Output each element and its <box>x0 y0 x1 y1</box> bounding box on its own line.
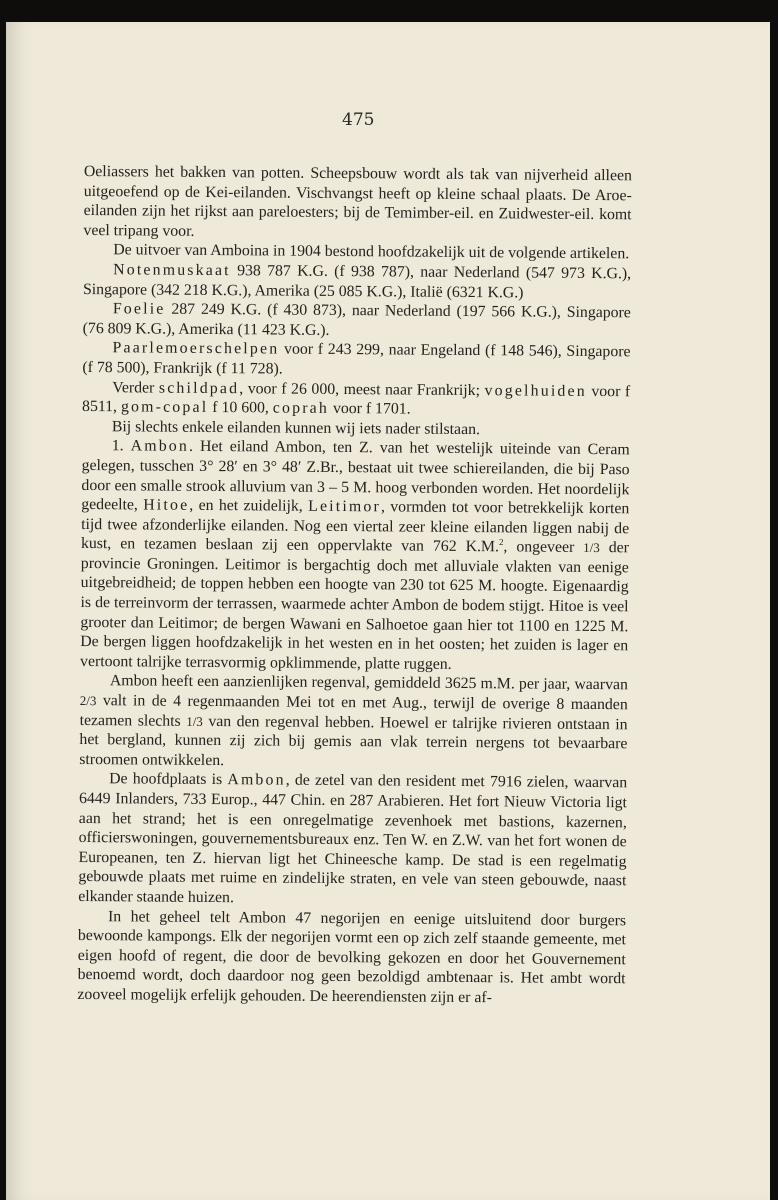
text-run: , de zetel van den resident met 7916 zielen, waarvan 6449 Inlanders, 733 Europ., 447 Chin. en 287 Arabieren. Het fort Nieuw Victoria ligt aan het strand; het is een onregelmatige zevenhoek met bastions, kazernen, officierswoningen, gouvernementsbureaux enz. Ten W. en Z.W. van het fort wonen de Europeanen, ten Z. hiervan ligt het Chineesche kamp. De stad is een regelmatig gebouwde plaats met ruime en zindelijke straten, en vele van steen gebouwde, naast elkander staande huizen. <box>78 772 628 907</box>
text-run: valt in de 4 regenmaanden Mei tot en met Aug., terwijl de overige 8 maanden tezamen slechts <box>79 692 628 730</box>
text-run: f 10 600, <box>208 399 273 417</box>
body-text <box>77 162 632 1009</box>
text-run: Ambon heeft een aanzienlijken regenval, gemiddeld 3625 m.M. per jaar, waarvan <box>109 672 628 694</box>
paragraph-rainfall <box>79 671 628 773</box>
paragraph-transition: Bij slechts enkele eilanden kunnen wij iets nader stilstaan. <box>111 417 481 438</box>
product-gum-copal: gom-copal <box>120 398 209 417</box>
text-run: der provincie Groningen. Leitimor is bergachtig doch met alluviale vlakten van eenige uitgebreidheid; de toppen hebben een hoogte van 230 tot 625 M. hoogte. Eigenaardig is de terreinvorm der terrassen, waarmede achter Ambon de bodem stijgt. Hitoe is veel grooter dan Leitimor; de bergen Wawani en Salhoetoe gaan hier tot 1100 en 1225 M. De bergen liggen hoofdzakelijk in het westen en in het oosten; het zuiden is lager en vertoont talrijke terrasvormig opklimmende, platte ruggen. <box>80 539 630 673</box>
product-bird-skins: vogelhuiden <box>484 381 587 400</box>
product-mace: Foelie <box>112 300 166 318</box>
nutmeg-detail: 938 787 K.G. (f 938 787), naar Nederland (547 973 K.G.), Singapore (342 218 K.G.), Amerika (25 085 K.G.), Italië (6321 K.G.) <box>82 262 632 302</box>
place-ambon-town: Ambon <box>227 771 286 790</box>
paragraph-other-exports <box>82 378 630 421</box>
text-run: , ongeveer <box>503 538 584 557</box>
product-copra: coprah <box>272 399 330 418</box>
fraction: 1/3 <box>186 713 203 729</box>
section-heading-ambon: Ambon <box>130 437 190 456</box>
text-run: , voor f 26 000, meest naar Frankrijk; <box>239 379 485 399</box>
paragraph-export-intro: De uitvoer van Amboina in 1904 bestond hoofdzakelijk uit de volgende artikelen. <box>113 241 630 263</box>
superscript-2: 2 <box>498 537 504 548</box>
mother-of-pearl-detail: voor f 243 299, naar Engeland (f 148 546), Singapore (f 78 500), Frankrijk (f 11 728). <box>82 340 631 378</box>
fraction: 1/3 <box>583 540 600 556</box>
paragraph-ambon-geography <box>80 436 630 675</box>
product-mother-of-pearl: Paarlemoerschelpen <box>112 339 280 358</box>
place-leitimor: Leitimor <box>308 497 382 516</box>
text-run: van den regenval hebben. Hoewel er talrijke rivieren ontstaan in het bergland, kunnen zij zich bij gemis aan vlak terrein nergens tot bevaarbare stroomen ontwikkelen. <box>79 712 628 769</box>
text-run: Verder <box>112 378 159 397</box>
place-hitoe: Hitoe <box>143 496 190 514</box>
text-run: De hoofdplaats is <box>109 770 228 789</box>
fraction: 2/3 <box>79 693 97 709</box>
product-tortoiseshell: schildpad <box>158 379 240 397</box>
paragraph-capital <box>78 769 627 910</box>
paragraph-mother-of-pearl <box>82 338 630 381</box>
text-run: , en het zuidelijk, <box>189 496 309 515</box>
text-run: voor f 8511, <box>82 382 631 416</box>
mace-detail: 287 249 K.G. (f 430 873), naar Nederland (197 566 K.G.), Singapore (76 809 K.G.), Amerika (11 423 K.G.). <box>82 300 631 339</box>
paragraph-negorijen: In het geheel telt Ambon 47 negorijen en eenige uitsluitend door burgers bewoonde kampongs. Elk der negorijen vormt een op zich zelf staande gemeente, met eigen hoofd of regent, die door de bevolking gekozen en door het Gouvernement benoemd wordt, doch daardoor nog geen bezoldigd ambtenaar is. Het ambt wordt zooveel mogelijk erfelijk gehouden. De heerendiensten zijn er af- <box>77 907 627 1007</box>
paragraph-nutmeg <box>83 260 631 303</box>
text-run: 1. <box>111 437 131 455</box>
paragraph-trade: Oeliassers het bakken van potten. Scheepsbouw wordt als tak van nijverheid alleen uitgeoefend op de Kei-eilanden. Vischvangst heeft op kleine schaal plaats. De Aroe-eilanden zijn het rijkst aan pareloesters; bij de Temimber-eil. en Zuidwester-eil. komt veel tripang voor. <box>83 162 632 240</box>
paragraph-mace <box>83 299 631 342</box>
book-page <box>6 22 770 1200</box>
text-run: . Het eiland Ambon, ten Z. van het westelijk uiteinde van Ceram gelegen, tusschen 3° 28′ en 3° 48′ Z.Br., bestaat uit twee schiereilanden, die bij Paso door een smalle strook alluvium van 3 – 5 M. hoog verbonden worden. Het noordelijk gedeelte, <box>81 438 630 514</box>
text-run: , vormden tot voor betrekkelijk korten tijd twee afzonderlijke eilanden. Nog een viertal zeer kleine eilanden liggen nabij de kust, en tezamen beslaan zij een oppervlakte van 762 K.M. <box>80 498 630 556</box>
text-run: voor f 1701. <box>328 400 411 418</box>
page-number: 475 <box>342 110 375 130</box>
product-nutmeg: Notenmuskaat <box>113 261 231 280</box>
